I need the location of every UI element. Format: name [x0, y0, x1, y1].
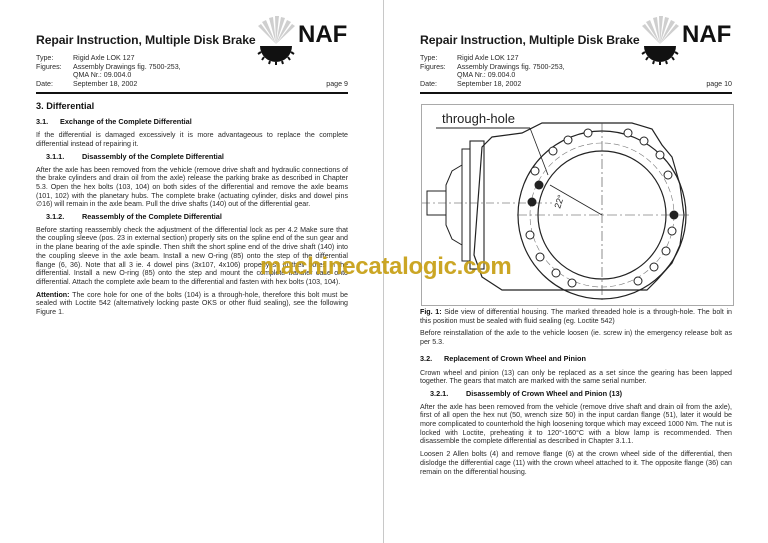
- heading-3-2: 3.2. Replacement of Crown Wheel and Pinion: [420, 353, 586, 363]
- heading-3-2-1: 3.2.1. Disassembly of Crown Wheel and Pinion (13): [430, 388, 623, 398]
- qma-number: QMA Nr.: 09.004.0: [73, 71, 132, 80]
- figures-label: Figures:: [420, 62, 446, 71]
- header-rule: [420, 92, 732, 94]
- figures-value: Assembly Drawings fig. 7500-253,: [457, 62, 565, 71]
- paragraph-3-2-1-b: Loosen 2 Allen bolts (4) and remove flange (6) at the crown wheel side of the differential, then dislodge the differential cage (11) with the crown wheel attached to it. The opposite flange (36) can remain on the differential housing.: [420, 450, 732, 476]
- page-number: page 10: [706, 79, 732, 88]
- heading-3-1: 3.1. Exchange of the Complete Differential: [36, 116, 192, 126]
- type-label: Type:: [36, 54, 54, 62]
- angle-label: 22°: [552, 193, 567, 210]
- header-rule: [36, 92, 348, 94]
- paragraph-3-1: If the differential is damaged excessively it is more advantageous to replace the complete differential instead of repairing it.: [36, 131, 348, 149]
- page-9-body: [36, 102, 348, 321]
- paragraph-3-1-1: After the axle has been removed from the vehicle (remove drive shaft and hydraulic connections of the brake cylinders and drain oil from the axle) release the parking brake as described in Chapter 5.3. Open the hex bolts (103, 104) on both sides of the differential and remove the axle beams (101, 102) with the planetary hubs. The complete brake (actuating cylinder, disks and dowel pins ∅16) will remain in the axle beam. Pull the drive shafts (140) out of the differential gear.: [36, 165, 348, 209]
- through-hole-callout: through-hole: [442, 111, 515, 126]
- date-label: Date:: [36, 79, 53, 88]
- svg-text:NAF: NAF: [682, 21, 732, 48]
- svg-text:NAF: NAF: [298, 21, 348, 48]
- watermark-text: machinecatalogic.com: [260, 253, 512, 280]
- paragraph-3-1-2: Before starting reassembly check the adjustment of the differential lock as per 4.2 Make sure that the coupling sleeve (pos. 23 in external section) properly sits on the spline end of the sun gear and in the plane bearing of the axle spindle. Then shift the short spline end of the drive shaft (140) into the coupling sleeve in the axle beam. Install a new O-ring (85) onto the step of the differential flange (6, 36). Note that all 3 ie. 4 dowel pins (3x107, 4x106) properly sit in their bores in the differential. Install a new O-ring (85) onto the step and mount the complete transfer case onto differential. Attach the complete axle beam to the differential and fasten with hex bolts (103, 104).: [36, 225, 348, 286]
- date-value: September 18, 2002: [457, 79, 522, 88]
- attention-note: Attention: The core hole for one of the bolts (104) is a through-hole, therefore this bolt must be sealed with Loctite 542 (alternatively locking paste OKS or other fluid sealing), see the following Figure 1.: [36, 290, 348, 317]
- type-value: Rigid Axle LOK 127: [457, 54, 519, 62]
- page-number: page 9: [326, 79, 348, 88]
- reinstall-paragraph: Before reinstallation of the axle to the vehicle loosen (ie. screw in) the emergency release bolt as per 5.3.: [420, 329, 732, 347]
- date-value: September 18, 2002: [73, 79, 138, 88]
- header-meta: [36, 54, 348, 88]
- figure-caption: Fig. 1: Side view of differential housing. The marked threaded hole is a through-hole. The bolt in this position must be sealed with fluid sealing (eg. Loctite 542): [420, 308, 732, 325]
- date-label: Date:: [420, 79, 437, 88]
- page-10-body: [420, 308, 732, 480]
- heading-3-1-1: 3.1.1. Disassembly of the Complete Differential: [46, 151, 224, 161]
- figures-value: Assembly Drawings fig. 7500-253,: [73, 62, 181, 71]
- document-title: Repair Instruction, Multiple Disk Brake: [420, 33, 640, 47]
- type-value: Rigid Axle LOK 127: [73, 54, 135, 62]
- paragraph-3-2-1-a: After the axle has been removed from the vehicle (remove drive shaft and drain oil from the axle), first of all open the hex nut (50, wrench size 50) in the input cardan flange (51), later it would be more complicated to counterhold the high loosening torque which may exceed 1000 Nm. The nut is locked with Loctite, preheating it to 120°-160°C with a blow lamp is recommended. Then disassemble the complete differential as described in Chapter 3.1.1.: [420, 402, 732, 446]
- header-meta: [420, 54, 732, 88]
- attention-label: Attention:: [36, 290, 70, 299]
- paragraph-3-2: Crown wheel and pinion (13) can only be replaced as a set since the gearing has been lapped together. The gears that match are marked with the same serial number.: [420, 368, 732, 386]
- section-title: 3. Differential: [36, 101, 95, 111]
- qma-number: QMA Nr.: 09.004.0: [457, 71, 516, 80]
- heading-3-1-2: 3.1.2. Reassembly of the Complete Differential: [46, 212, 222, 222]
- figures-label: Figures:: [36, 62, 62, 71]
- document-title: Repair Instruction, Multiple Disk Brake: [36, 33, 256, 47]
- type-label: Type:: [420, 54, 438, 62]
